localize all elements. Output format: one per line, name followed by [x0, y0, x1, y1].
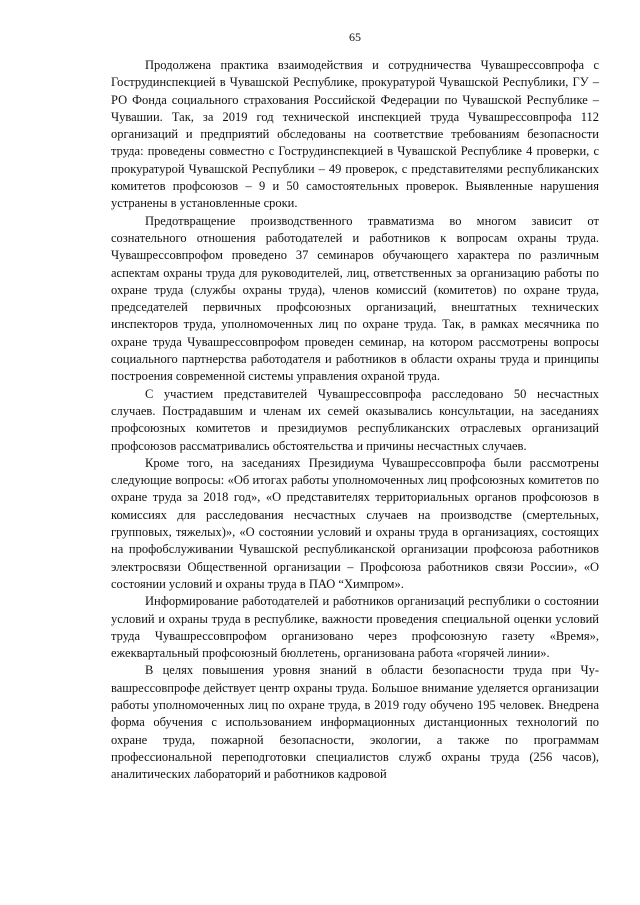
paragraph-presidium-issues: Кроме того, на заседаниях Президиума Чувашрессовпрофа были рассмотрены следующие вопросы: «Об итогах работы уполномоченных лиц профсоюзных комитетов по охране труда за 2018 год», «О представителях территориальных органов профсоюзов в комиссиях для расследования несчастных случаев на производстве (смертельных, групповых, тяжелых)», «О состоянии условий и охраны труда в организациях, состоящих на профобслуживании Чувашской республиканской организации профсоюза работников электросвязи Общественной организации – Профсоюза работников связи России», «О состоянии условий и охраны труда в ПАО “Химпром». [111, 455, 599, 591]
document-body [111, 57, 599, 783]
paragraph-injury-prevention: Предотвращение производственного травматизма во многом зависит от сознательного отношения работодателей и работников к вопросам охраны труда. Чувашрессовпрофом проведено 37 семинаров обучающего характера по различным аспектам охраны труда для руководителей, лиц, ответственных за организацию работы по охране труда (службы охраны труда), членов комиссий (комитетов) по охране труда, председателей первичных профсоюзных организаций, внештатных технических инспекторов труда, уполномоченных лиц по охране труда. Так, в рамках месячника по охране труда Чувашрессовпрофом проведен семинар, на котором рассмотрены вопросы социального партнерства работодателя и работников в области охраны труда и принципы построения современной системы управления охраной труда. [111, 213, 599, 384]
paragraph-training-center: В целях повышения уровня знаний в области безопасности труда при Чувашрессовпрофе действует центр охраны труда. Большое внимание уделяется организации работы уполномоченных лиц по охране труда, в 2019 году обучено 195 человек. Внедрена форма обучения с использованием информационных дистанционных технологий по охране труда, пожарной безопасности, экологии, а также по программам профессиональной переподготовки специалистов служб охраны труда (256 часов), аналитических лабораторий и работников кадровой [111, 663, 599, 782]
paragraph-accident-investigations: С участием представителей Чувашрессовпрофа расследовано 50 несчастных случаев. Пострадавшим и членам их семей оказывались консультации, на заседаниях профсоюзных комитетов и президиумов республиканских отраслевых организаций профсоюзов рассматривались обстоятельства и причины несчастных случаев. [111, 386, 599, 453]
paragraph-inspections: Продолжена практика взаимодействия и сотрудничества Чувашрессовпрофа с Гострудинспекцией в Чувашской Республике, прокуратурой Чувашской Республики, ГУ – РО Фонда социального страхования Российской Федерации по Чувашской Республике – Чувашии. Так, за 2019 год технической инспекцией труда Чувашрессовпрофа 112 организаций и предприятий обследованы на соответствие требованиям безопасности труда: проведены совместно с Гострудинспекцией в Чувашской Республике 4 проверки, с прокуратурой Чувашской Республики – 49 проверок, с представителями республиканских комитетов профсоюзов – 9 и 50 самостоятельных проверок. Выявленные нарушения устранены в установленные сроки. [111, 58, 599, 211]
page-number: 65 [349, 30, 361, 44]
paragraph-informing: Информирование работодателей и работников организаций республики о состоянии условий и охраны труда в республике, важности проведения специальной оценки условий труда Чувашрессовпрофом организовано через профсоюзную газету «Время», ежеквартальный профсоюзный бюллетень, организована работа «горячей линии». [111, 594, 599, 661]
